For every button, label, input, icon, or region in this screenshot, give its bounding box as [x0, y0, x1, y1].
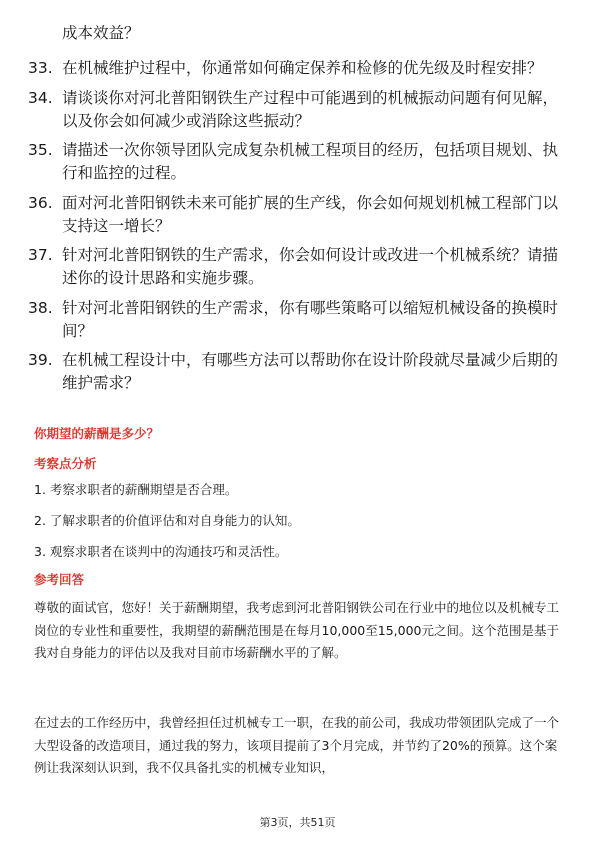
question-number: 36. — [28, 193, 53, 212]
question-item — [28, 87, 566, 133]
analysis-list — [34, 481, 300, 574]
question-number: 37. — [28, 246, 53, 264]
question-text: 请谈谈你对河北普阳钢铁生产过程中可能遇到的机械振动问题有何见解，以及你会如何减少或消除这些振动？ — [62, 88, 559, 130]
question-item — [28, 139, 566, 185]
answer-paragraph: 在过去的工作经历中，我曾经担任过机械专工一职，在我的前公司，我成功带领团队完成了一个大型设备的改造项目，通过我的努力，该项目提前了3个月完成，并节约了20%的预算。这个案例让我深刻认识到，我不仅具备扎实的机械专业知识， — [34, 715, 560, 775]
answer-paragraph: 尊敬的面试官，您好！关于薪酬期望，我考虑到河北普阳钢铁公司在行业中的地位以及机械专工岗位的专业性和重要性，我期望的薪酬范围是在每月10,000至15,000元之间。这个范围是基于我对自身能力的评估以及我对目前市场薪酬水平的了解。 — [34, 600, 560, 660]
analysis-item: 1. 考察求职者的薪酬期望是否合理。 — [34, 482, 238, 497]
salary-question-heading: 你期望的薪酬是多少？ — [34, 426, 160, 441]
question-number: 33. — [28, 59, 53, 77]
question-item — [28, 244, 566, 290]
question-item — [28, 57, 566, 80]
question-item — [28, 192, 566, 238]
analysis-item: 3. 观察求职者在谈判中的沟通技巧和灵活性。 — [34, 544, 288, 559]
question-text: 面对河北普阳钢铁未来可能扩展的生产线，你会如何规划机械工程部门以支持这一增长？ — [62, 193, 559, 235]
answer-heading: 参考回答 — [34, 572, 85, 587]
question-number: 38. — [28, 298, 53, 317]
question-text: 在机械维护过程中，你通常如何确定保养和检修的优先级及时程安排？ — [62, 59, 543, 77]
question-item — [28, 349, 566, 395]
question-number: 39. — [28, 351, 53, 369]
question-item — [28, 297, 566, 343]
analysis-item: 2. 了解求职者的价值评估和对自身能力的认知。 — [34, 513, 300, 528]
question-list — [28, 57, 566, 402]
page-footer: 第3页，共51页 — [259, 816, 336, 829]
question-number: 35. — [28, 141, 53, 159]
question-text: 针对河北普阳钢铁的生产需求，你会如何设计或改进一个机械系统？请描述你的设计思路和实施步骤。 — [62, 246, 559, 287]
question-number: 34. — [28, 88, 53, 107]
analysis-heading: 考察点分析 — [34, 456, 97, 471]
question-continuation: 成本效益？ — [62, 24, 140, 42]
question-text: 针对河北普阳钢铁的生产需求，你有哪些策略可以缩短机械设备的换模时间？ — [62, 298, 559, 340]
question-text: 在机械工程设计中，有哪些方法可以帮助你在设计阶段就尽量减少后期的维护需求？ — [62, 351, 559, 392]
question-text: 请描述一次你领导团队完成复杂机械工程项目的经历，包括项目规划、执行和监控的过程。 — [62, 141, 559, 182]
